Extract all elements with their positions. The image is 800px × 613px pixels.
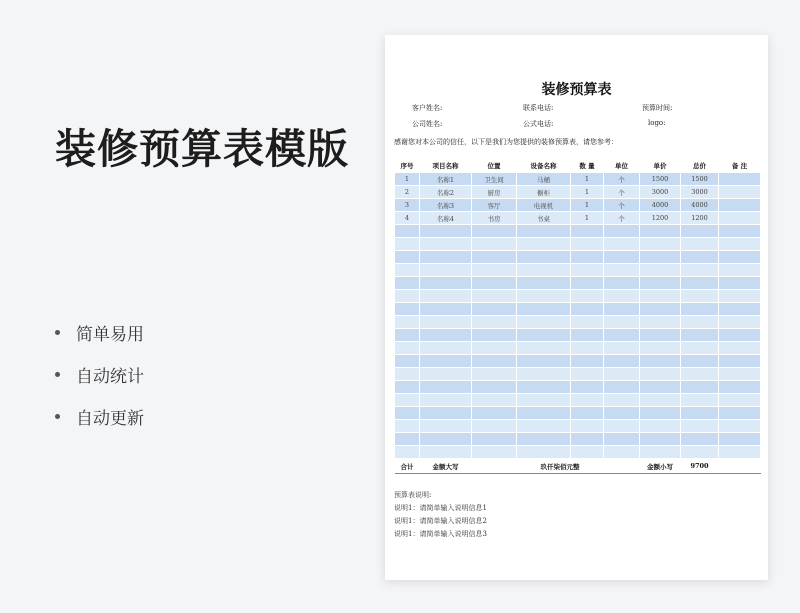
- feature-list: [55, 311, 144, 437]
- table-cell: [719, 420, 761, 433]
- total-row: [395, 459, 761, 474]
- table-cell: 3000: [681, 186, 719, 199]
- table-cell: [420, 264, 472, 277]
- table-cell: [604, 446, 640, 459]
- table-cell: [681, 394, 719, 407]
- table-cell: [571, 420, 604, 433]
- table-cell: [395, 251, 420, 264]
- feature-item: [55, 311, 144, 353]
- column-header: 总价: [693, 162, 706, 170]
- table-cell: [604, 420, 640, 433]
- table-cell: [420, 433, 472, 446]
- table-cell: [604, 303, 640, 316]
- table-cell: [420, 394, 472, 407]
- table-cell: 名称4: [420, 212, 472, 225]
- table-cell: 1: [395, 173, 420, 186]
- table-cell: [681, 277, 719, 290]
- table-cell: [472, 420, 517, 433]
- table-cell: [420, 342, 472, 355]
- table-cell: [571, 342, 604, 355]
- table-cell: 名称1: [420, 173, 472, 186]
- table-cell: 个: [604, 199, 640, 212]
- company-name-label: 公司姓名:: [412, 120, 443, 128]
- table-cell: [719, 407, 761, 420]
- table-cell: [420, 225, 472, 238]
- table-cell: [604, 290, 640, 303]
- bullet-icon: [55, 414, 60, 419]
- table-cell: [640, 381, 681, 394]
- table-cell: [719, 173, 761, 186]
- table-cell: [517, 394, 571, 407]
- thanks-text: 感谢您对本公司的信任，以下是我们为您提供的装修预算表，请您参考：: [394, 138, 618, 146]
- table-cell: [517, 368, 571, 381]
- table-cell: [640, 264, 681, 277]
- table-cell: [604, 342, 640, 355]
- table-cell: [395, 381, 420, 394]
- note-item: 说明1：请简单输入说明信息1: [394, 504, 487, 512]
- table-cell: [719, 433, 761, 446]
- table-cell: [472, 329, 517, 342]
- table-cell: [571, 407, 604, 420]
- table-cell: [395, 420, 420, 433]
- table-header-row: [395, 159, 761, 173]
- table-cell: [472, 342, 517, 355]
- table-cell: [395, 342, 420, 355]
- table-cell: [719, 225, 761, 238]
- table-cell: 马桶: [517, 173, 571, 186]
- table-cell: [472, 446, 517, 459]
- table-cell: 3: [395, 199, 420, 212]
- table-cell: 客厅: [472, 199, 517, 212]
- table-row: [395, 251, 761, 264]
- table-cell: [640, 355, 681, 368]
- table-cell: 1: [571, 186, 604, 199]
- table-row: [395, 394, 761, 407]
- table-cell: [681, 446, 719, 459]
- table-cell: [571, 394, 604, 407]
- table-cell: [719, 368, 761, 381]
- table-cell: [571, 446, 604, 459]
- table-cell: [681, 420, 719, 433]
- table-cell: [719, 303, 761, 316]
- table-row: [395, 277, 761, 290]
- table-row: [395, 225, 761, 238]
- table-cell: [395, 290, 420, 303]
- table-row: [395, 329, 761, 342]
- table-cell: 书房: [472, 212, 517, 225]
- table-cell: [640, 446, 681, 459]
- table-row: [395, 433, 761, 446]
- table-cell: [420, 329, 472, 342]
- amount-upper-value: 玖仟柒佰元整: [517, 459, 604, 474]
- table-cell: [420, 420, 472, 433]
- table-cell: [517, 251, 571, 264]
- table-cell: [517, 303, 571, 316]
- table-row: [395, 199, 761, 212]
- table-cell: [395, 316, 420, 329]
- column-header: 设备名称: [530, 162, 557, 170]
- table-cell: [571, 264, 604, 277]
- table-cell: [681, 290, 719, 303]
- table-cell: [571, 355, 604, 368]
- table-cell: [517, 329, 571, 342]
- table-cell: [681, 225, 719, 238]
- table-cell: 电视机: [517, 199, 571, 212]
- table-row: [395, 290, 761, 303]
- table-cell: [681, 355, 719, 368]
- notes-section: [394, 489, 487, 541]
- table-cell: [395, 407, 420, 420]
- bullet-icon: [55, 372, 60, 377]
- table-cell: [681, 264, 719, 277]
- note-item: 说明1：请简单输入说明信息3: [394, 530, 487, 538]
- table-cell: [719, 316, 761, 329]
- table-cell: 4000: [640, 199, 681, 212]
- table-cell: [395, 433, 420, 446]
- table-cell: 1: [571, 212, 604, 225]
- table-cell: 名称3: [420, 199, 472, 212]
- table-cell: [604, 355, 640, 368]
- table-cell: [472, 290, 517, 303]
- table-cell: 1: [571, 173, 604, 186]
- page-title: 装修预算表模版: [55, 125, 349, 173]
- budget-time-label: 预算时间:: [642, 104, 673, 112]
- table-cell: [472, 355, 517, 368]
- table-cell: [517, 316, 571, 329]
- table-cell: [472, 368, 517, 381]
- table-cell: [681, 329, 719, 342]
- column-header: 单价: [653, 162, 667, 170]
- table-cell: [681, 368, 719, 381]
- table-cell: 3000: [640, 186, 681, 199]
- table-cell: [420, 238, 472, 251]
- table-cell: [681, 238, 719, 251]
- table-cell: [640, 433, 681, 446]
- budget-table: [394, 159, 761, 474]
- contact-phone-label: 联系电话:: [523, 104, 554, 112]
- table-cell: [420, 277, 472, 290]
- table-cell: [571, 277, 604, 290]
- table-cell: [517, 264, 571, 277]
- table-cell: [571, 329, 604, 342]
- table-cell: [517, 342, 571, 355]
- table-cell: [472, 433, 517, 446]
- table-cell: [395, 355, 420, 368]
- table-cell: [640, 238, 681, 251]
- table-cell: 1500: [681, 173, 719, 186]
- table-row: [395, 303, 761, 316]
- table-cell: [571, 368, 604, 381]
- table-cell: [472, 251, 517, 264]
- table-row: [395, 420, 761, 433]
- table-cell: [681, 381, 719, 394]
- table-cell: [604, 277, 640, 290]
- table-cell: [640, 368, 681, 381]
- table-cell: [604, 394, 640, 407]
- table-cell: [472, 238, 517, 251]
- table-cell: 厨房: [472, 186, 517, 199]
- amount-lower-label: 金额小写: [640, 459, 681, 474]
- table-row: [395, 407, 761, 420]
- table-cell: [681, 433, 719, 446]
- feature-item: [55, 353, 144, 395]
- table-cell: [395, 264, 420, 277]
- table-cell: [640, 420, 681, 433]
- table-cell: [681, 342, 719, 355]
- table-cell: [681, 251, 719, 264]
- amount-upper-label: 金额大写: [420, 459, 472, 474]
- table-cell: [604, 381, 640, 394]
- table-cell: [604, 238, 640, 251]
- table-cell: [395, 277, 420, 290]
- table-cell: [420, 355, 472, 368]
- table-cell: 书桌: [517, 212, 571, 225]
- table-cell: [640, 303, 681, 316]
- table-cell: [420, 368, 472, 381]
- table-cell: [604, 251, 640, 264]
- column-header: 单位: [615, 162, 628, 170]
- table-cell: [571, 433, 604, 446]
- table-cell: [420, 381, 472, 394]
- table-row: [395, 238, 761, 251]
- table-row: [395, 368, 761, 381]
- table-cell: [571, 238, 604, 251]
- table-cell: [472, 394, 517, 407]
- table-cell: [472, 316, 517, 329]
- table-cell: [604, 316, 640, 329]
- table-cell: [517, 225, 571, 238]
- logo-placeholder: logo:: [648, 119, 666, 127]
- budget-document: [385, 35, 768, 580]
- table-cell: [571, 290, 604, 303]
- table-cell: [640, 277, 681, 290]
- table-cell: [719, 381, 761, 394]
- table-cell: 个: [604, 186, 640, 199]
- table-row: [395, 212, 761, 225]
- table-cell: [420, 290, 472, 303]
- table-cell: [420, 407, 472, 420]
- table-cell: [719, 290, 761, 303]
- table-cell: [472, 225, 517, 238]
- table-cell: [472, 303, 517, 316]
- table-cell: [604, 407, 640, 420]
- table-cell: [571, 316, 604, 329]
- table-cell: [719, 199, 761, 212]
- table-cell: [719, 264, 761, 277]
- table-cell: 1: [571, 199, 604, 212]
- table-cell: [604, 433, 640, 446]
- table-cell: [604, 264, 640, 277]
- table-cell: [517, 277, 571, 290]
- table-cell: 1200: [681, 212, 719, 225]
- table-cell: [719, 251, 761, 264]
- table-cell: [604, 225, 640, 238]
- table-row: [395, 342, 761, 355]
- table-cell: [719, 329, 761, 342]
- table-cell: 橱柜: [517, 186, 571, 199]
- table-cell: [472, 264, 517, 277]
- table-cell: [517, 407, 571, 420]
- table-cell: [719, 212, 761, 225]
- table-cell: [571, 225, 604, 238]
- table-cell: [571, 381, 604, 394]
- table-cell: [420, 316, 472, 329]
- table-cell: [640, 394, 681, 407]
- column-header: 项目名称: [432, 162, 459, 170]
- table-cell: 1200: [640, 212, 681, 225]
- note-item: 说明1：请简单输入说明信息2: [394, 517, 487, 525]
- table-cell: [395, 394, 420, 407]
- table-cell: 4: [395, 212, 420, 225]
- table-cell: [517, 446, 571, 459]
- table-cell: [517, 381, 571, 394]
- table-cell: [604, 329, 640, 342]
- column-header: 备 注: [731, 162, 748, 170]
- table-cell: [719, 238, 761, 251]
- table-cell: [719, 394, 761, 407]
- column-header: 序号: [400, 162, 414, 170]
- table-cell: [681, 303, 719, 316]
- table-cell: [719, 355, 761, 368]
- table-cell: [420, 446, 472, 459]
- table-cell: [420, 251, 472, 264]
- table-cell: 1500: [640, 173, 681, 186]
- total-label: 合计: [395, 459, 420, 474]
- table-cell: [571, 251, 604, 264]
- column-header: 位置: [487, 162, 501, 170]
- column-header: 数 量: [579, 162, 595, 170]
- table-cell: [395, 329, 420, 342]
- table-cell: [640, 342, 681, 355]
- table-row: [395, 381, 761, 394]
- feature-label: 自动更新: [76, 408, 144, 429]
- table-cell: 2: [395, 186, 420, 199]
- feature-item: [55, 395, 144, 437]
- table-cell: [517, 420, 571, 433]
- table-cell: [604, 368, 640, 381]
- table-cell: 个: [604, 173, 640, 186]
- table-cell: [681, 316, 719, 329]
- table-cell: [640, 407, 681, 420]
- feature-label: 自动统计: [76, 366, 144, 387]
- table-cell: [640, 316, 681, 329]
- table-cell: 卫生间: [472, 173, 517, 186]
- bullet-icon: [55, 330, 60, 335]
- table-cell: [517, 290, 571, 303]
- document-title: 装修预算表: [541, 82, 612, 98]
- table-cell: [719, 446, 761, 459]
- table-cell: 名称2: [420, 186, 472, 199]
- table-cell: [719, 186, 761, 199]
- table-cell: [719, 277, 761, 290]
- table-cell: [472, 407, 517, 420]
- feature-label: 简单易用: [76, 324, 144, 345]
- table-row: [395, 264, 761, 277]
- table-cell: [420, 303, 472, 316]
- customer-name-label: 客户姓名:: [412, 104, 443, 112]
- table-row: [395, 186, 761, 199]
- table-cell: [681, 407, 719, 420]
- company-phone-label: 公式电话:: [523, 120, 554, 128]
- table-cell: [571, 303, 604, 316]
- table-cell: [640, 329, 681, 342]
- table-cell: [395, 446, 420, 459]
- table-row: [395, 355, 761, 368]
- table-cell: 4000: [681, 199, 719, 212]
- table-cell: [395, 368, 420, 381]
- table-cell: [517, 433, 571, 446]
- table-row: [395, 316, 761, 329]
- table-cell: [517, 238, 571, 251]
- table-cell: 个: [604, 212, 640, 225]
- table-cell: [395, 303, 420, 316]
- table-cell: [395, 238, 420, 251]
- table-cell: [472, 381, 517, 394]
- table-cell: [640, 225, 681, 238]
- table-row: [395, 173, 761, 186]
- table-cell: [640, 290, 681, 303]
- amount-lower-value: 9700: [681, 459, 719, 474]
- notes-title: 预算表说明:: [394, 491, 432, 499]
- table-cell: [472, 277, 517, 290]
- table-cell: [517, 355, 571, 368]
- table-row: [395, 446, 761, 459]
- table-cell: [719, 342, 761, 355]
- table-cell: [395, 225, 420, 238]
- table-cell: [640, 251, 681, 264]
